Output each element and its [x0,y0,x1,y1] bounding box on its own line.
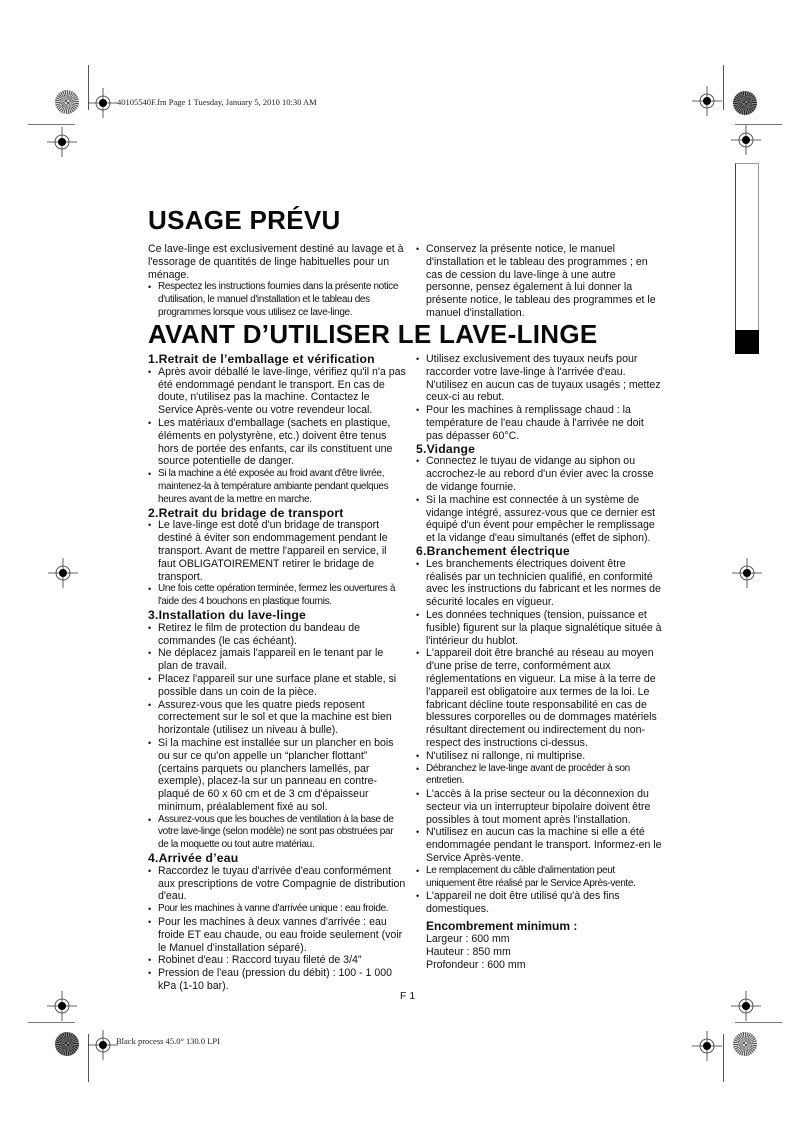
dimension-height: Hauteur : 850 mm [426,945,511,958]
list-item: • Placez l'appareil sur une surface plane et stable, si possible dans un coin de la pièce. [148,673,406,699]
list-item: • Le lave-linge est doté d'un bridage de transport destiné à éviter son endommagement pendant le transport. Avant de mettre l'appareil en service, il faut OBLIGATOIREMENT retirer le bridage de transport. [148,519,406,583]
avant-left-column [148,353,406,993]
registration-mark-icon [692,1031,722,1061]
section-heading-4: 4.Arrivée d’eau [148,851,239,866]
registration-mark-icon [692,86,722,116]
list-item: • Pour les machines à deux vannes d'arrivée : eau froide ET eau chaude, ou eau froide seulement (voir le Manuel d'installation séparé). [148,916,406,954]
crop-mark [28,124,75,125]
section-heading-3: 3.Installation du lave-linge [148,607,306,622]
section-heading-1: 1.Retrait de l’emballage et vérification [148,352,375,366]
crop-mark [723,65,724,110]
registration-mark-icon [47,127,77,157]
usage-intro: Ce lave-linge est exclusivement destiné au lavage et à l'essorage de quantités de linge habituelles pour un ménage. [148,243,404,281]
list-item: • L'appareil ne doit être utilisé qu'à des fins domestiques. [416,890,662,916]
list-item: • Assurez-vous que les quatre pieds reposent correctement sur le sol et que la machine est bien horizontale (utilisez un niveau à bulle). [148,699,406,737]
list-item: • Débranchez le lave-linge avant de procéder à son entretien. [416,763,662,789]
list-item: • Pour les machines à vanne d'arrivée unique : eau froide. [148,903,406,916]
star-target-mark [733,1032,757,1056]
thumb-tab-frame [735,163,759,353]
list-item: • Ne déplacez jamais l'appareil en le tenant par le plan de travail. [148,647,406,673]
usage-right-column [416,243,662,320]
list-item: • Robinet d'eau : Raccord tuyau fileté de 3/4" [148,954,406,967]
list-item: • Assurez-vous que les bouches de ventilation à la base de votre lave-linge (selon modèle) ne sont pas obstruées par de la moquette ou tout autre matériau. [148,814,406,852]
star-target-mark [55,1032,79,1056]
list-item: • Conservez la présente notice, le manuel d'installation et le tableau des programmes ; en cas de cession du lave-linge à une autre personne, pensez également à lui donner la présente notice, le tableau des programmes et le manuel d'installation. [416,243,662,320]
registration-mark-icon [88,1030,118,1060]
list-item: • Si la machine est connectée à un système de vidange intégré, assurez-vous que ce dernier est équipé d'un évent pour empêcher le remplissage et la vidange d'eau simultanés (effet de siphon). [416,494,662,545]
usage-title: USAGE PRÉVU [148,205,341,235]
registration-mark-icon [732,558,762,588]
avant-right-column [416,353,662,971]
dimension-width: Largeur : 600 mm [426,933,510,946]
list-item: • L'appareil doit être branché au réseau au moyen d'une prise de terre, conformément aux réglementations en vigueur. La mise à la terre de l'appareil est obligatoire aux termes de la loi. Le fabricant décline toute responsabilité en cas de blessures corporelles ou de dommages matériels résultant directement ou indirectement du non-respect des instructions ci-dessus. [416,647,662,749]
list-item: • Pour les machines à remplissage chaud : la température de l'eau chaude à l'arrivée ne doit pas dépasser 60°C. [416,404,662,442]
list-item: • Après avoir déballé le lave-linge, vérifiez qu'il n'a pas été endommagé pendant le transport. En cas de doute, n'utilisez pas la machine. Contactez le Service Après-vente ou votre revendeur local. [148,366,406,417]
list-item: • N'utilisez en aucun cas la machine si elle a été endommagée pendant le transport. Informez-en le Service Après-vente. [416,826,662,864]
registration-mark-icon [731,991,761,1021]
list-item: • Retirez le film de protection du bandeau de commandes (le cas échéant). [148,622,406,648]
list-item: • Connectez le tuyau de vidange au siphon ou accrochez-le au rebord d'un évier avec la crosse de vidange fournie. [416,455,662,493]
registration-mark-icon [731,125,761,155]
section-heading-2: 2.Retrait du bridage de transport [148,505,344,520]
list-item: • Pression de l'eau (pression du débit) : 100 - 1 000 kPa (1-10 bar). [148,967,406,993]
star-target-mark [55,90,79,114]
list-item: • Raccordez le tuyau d'arrivée d'eau conformément aux prescriptions de votre Compagnie de distribution d'eau. [148,865,406,903]
star-target-mark [733,91,757,115]
footer-slug: Black process 45.0° 130.0 LPI [116,1036,220,1046]
section-heading-5: 5.Vidange [416,441,476,456]
list-item: • Si la machine est installée sur un plancher en bois ou sur ce qu'on appelle un “plancher flottant” (certains parquets ou planchers lamellés, par exemple), placez-la sur un panneau en contre-plaqué de 60 x 60 cm et de 3 cm d'épaisseur minimum, préalablement fixé au sol. [148,737,406,814]
list-item: • Les données techniques (tension, puissance et fusible) figurent sur la plaque signalétique située à l'intérieur du hublot. [416,609,662,647]
page-number: F 1 [400,990,416,1002]
list-item: • Si la machine a été exposée au froid avant d'être livrée, maintenez-la à température ambiante pendant quelques heures avant de la mettre en marche. [148,468,406,506]
crop-mark [28,1022,75,1023]
dimensions-heading: Encombrement minimum : [426,919,578,934]
list-item: • N'utilisez ni rallonge, ni multiprise. [416,750,662,763]
list-item: • Une fois cette opération terminée, fermez les ouvertures à l'aide des 4 bouchons en plastique fournis. [148,583,406,609]
thumb-tab-marker [735,330,759,354]
list-item: • L'accès à la prise secteur ou la déconnexion du secteur via un interrupteur bipolaire doivent être possibles à tout moment après l'installation. [416,788,662,826]
list-item: • Le remplacement du câble d'alimentation peut uniquement être réalisé par le Service Après-vente. [416,865,662,891]
list-item: • Les branchements électriques doivent être réalisés par un technicien qualifié, en conformité avec les instructions du fabricant et les normes de sécurité locales en vigueur. [416,558,662,609]
usage-left-column [148,243,406,320]
header-slug: 40105540F.fm Page 1 Tuesday, January 5, 2010 10:30 AM [117,97,317,107]
section-heading-6: 6.Branchement électrique [416,543,570,558]
registration-mark-icon [88,88,118,118]
list-item: • Respectez les instructions fournies dans la présente notice d'utilisation, le manuel d'installation et le tableau des programmes lorsque vous utilisez ce lave-linge. [148,281,406,319]
crop-mark [735,1022,782,1023]
list-item: • Les matériaux d'emballage (sachets en plastique, éléments en polystyrène, etc.) doivent être tenus hors de portée des enfants, car ils constituent une source potentielle de danger. [148,417,406,468]
crop-mark [723,1034,724,1082]
list-item: • Utilisez exclusivement des tuyaux neufs pour raccorder votre lave-linge à l'arrivée d'eau. N'utilisez en aucun cas de tuyaux usagés ; mettez ceux-ci au rebut. [416,353,662,404]
dimension-depth: Profondeur : 600 mm [426,958,526,971]
registration-mark-icon [48,558,78,588]
registration-mark-icon [47,991,77,1021]
avant-title: AVANT D’UTILISER LE LAVE-LINGE [148,319,598,349]
